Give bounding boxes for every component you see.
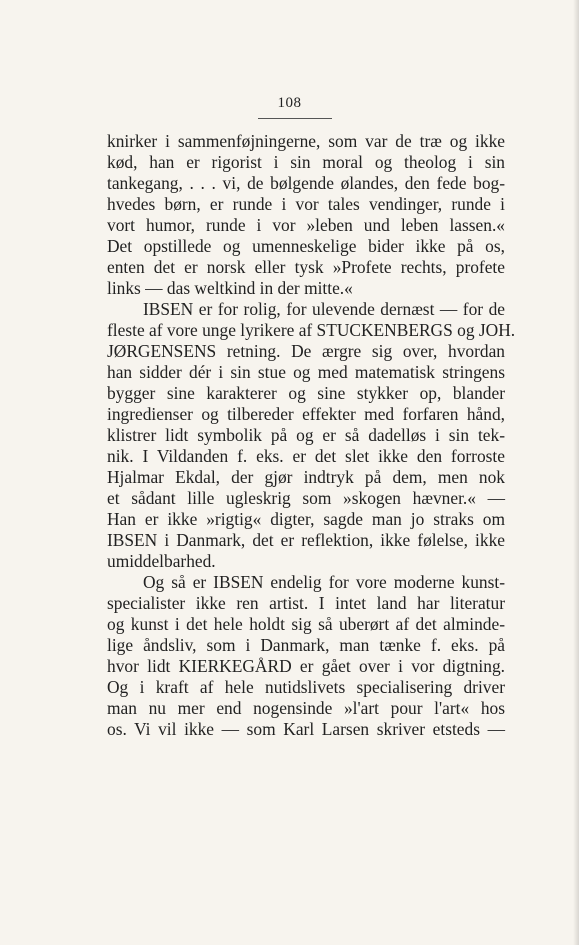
text-line: man nu mer end nogensinde »l'art pour l'art« hos [107, 698, 505, 718]
text-line: og kunst i det hele holdt sig så uberørt af det alminde- [107, 614, 505, 634]
text-line: ingredienser og tilbereder effekter med forfaren hånd, [107, 404, 505, 424]
text-line: os. Vi vil ikke — som Karl Larsen skriver etsteds — [107, 719, 505, 739]
body-text [107, 131, 516, 740]
text-line: Det opstillede og umenneskelige bider ikke på os, [107, 236, 505, 256]
text-line: IBSEN er for rolig, for ulevende dernæst — for de [143, 299, 505, 319]
text-line: IBSEN i Danmark, det er reflektion, ikke følelse, ikke [107, 530, 505, 550]
text-line: JØRGENSENS retning. De ærgre sig over, hvordan [107, 341, 505, 361]
text-line: knirker i sammenføjningerne, som var de træ og ikke [107, 131, 505, 151]
text-line: nik. I Vildanden f. eks. er det slet ikke den forroste [107, 446, 505, 466]
text-line: enten det er norsk eller tysk »Profete rechts, profete [107, 257, 505, 277]
header-rule [258, 118, 332, 119]
text-line: links — das weltkind in der mitte.« [107, 278, 353, 298]
text-line: lige åndsliv, som i Danmark, man tænke f. eks. på [107, 635, 505, 655]
text-line: fleste af vore unge lyrikere af STUCKENBERGS og JOH. [107, 320, 516, 340]
page-number: 108 [277, 95, 302, 111]
text-line: Hjalmar Ekdal, der gjør indtryk på dem, men nok [107, 467, 505, 487]
text-line: han sidder dér i sin stue og med matematisk stringens [107, 362, 505, 382]
text-line: Og i kraft af hele nutidslivets specialisering driver [107, 677, 505, 697]
text-line: umiddelbarhed. [107, 551, 216, 571]
text-line: hvedes børn, er runde i vor tales vendinger, runde i [107, 194, 505, 214]
text-line: et sådant lille ugleskrig som »skogen hævner.« — [107, 488, 505, 508]
text-line: kød, han er rigorist i sin moral og theolog i sin [107, 152, 505, 172]
text-line: vort humor, runde i vor »leben und leben lassen.« [107, 215, 505, 235]
page-edge-shadow [573, 0, 579, 945]
text-line: Og så er IBSEN endelig for vore moderne kunst- [143, 572, 505, 592]
text-line: hvor lidt KIERKEGÅRD er gået over i vor digtning. [107, 656, 505, 676]
text-line: Han er ikke »rigtig« digter, sagde man jo straks om [107, 509, 505, 529]
text-line: specialister ikke ren artist. I intet land har literatur [107, 593, 505, 613]
text-line: klistrer lidt symbolik på og er så dadelløs i sin tek- [107, 425, 505, 445]
text-line: tankegang, . . . vi, de bølgende ølandes, den fede bog- [107, 173, 505, 193]
text-line: bygger sine karakterer og sine stykker op, blander [107, 383, 505, 403]
